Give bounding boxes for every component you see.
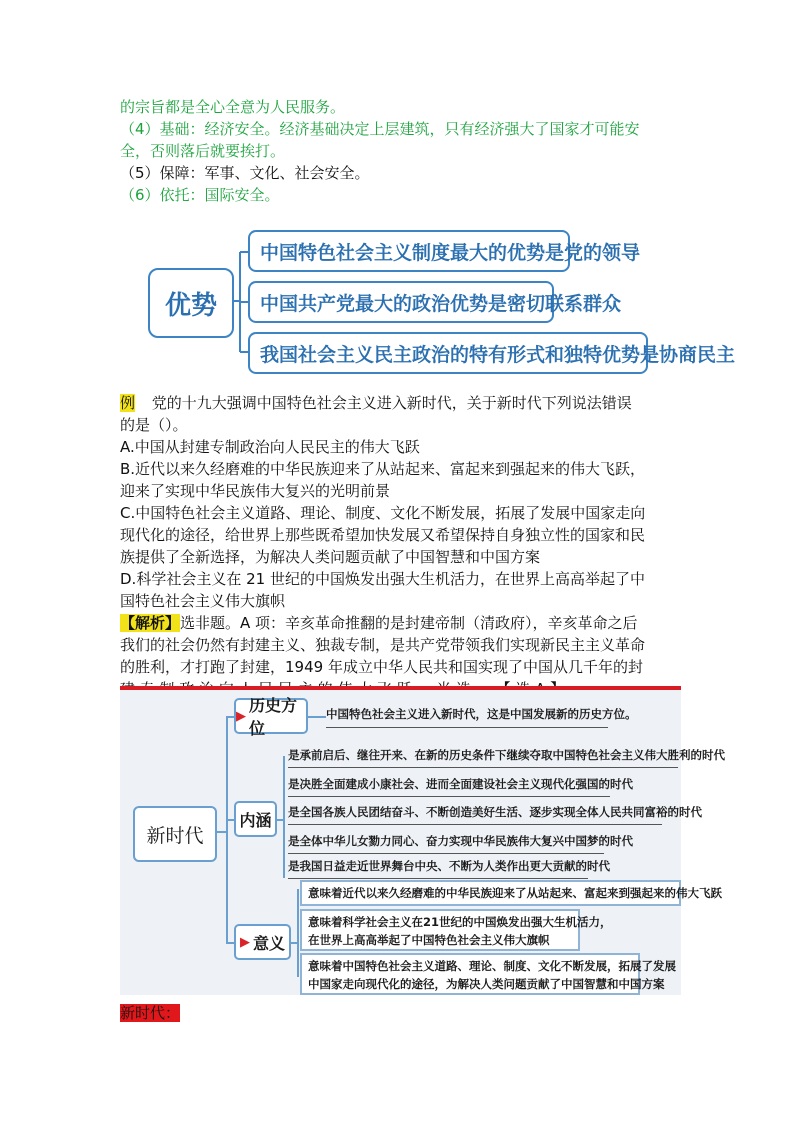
meaning-item: 意味着中国特色社会主义道路、理论、制度、文化不断发展，拓展了发展 中国家走向现代化的途径，为解决人类问题贡献了中国智慧和中国方案	[300, 953, 640, 995]
meaning-item: 意味着科学社会主义在21世纪的中国焕发出强大生机活力， 在世界上高高举起了中国特色社会主义伟大旗帜	[300, 909, 580, 951]
underline	[288, 796, 610, 797]
text-line: 全，否则落后就要挨打。	[120, 142, 286, 160]
content-item: 是全体中华儿女勠力同心、奋力实现中华民族伟大复兴中国梦的时代	[288, 834, 633, 848]
connector	[226, 819, 234, 821]
content-item: 是决胜全面建成小康社会、进而全面建设社会主义现代化强国的时代	[288, 777, 633, 791]
connector	[306, 716, 326, 718]
category-history: ▶ 历史方位	[234, 698, 308, 734]
option-b: B.近代以来久经磨难的中华民族迎来了从站起来、富起来到强起来的伟大飞跃，	[120, 460, 646, 478]
text-line: （6）依托：国际安全。	[120, 186, 280, 204]
option-d-cont: 国特色社会主义伟大旗帜	[120, 592, 286, 610]
underline	[288, 824, 662, 825]
advantage-item: 我国社会主义民主政治的特有形式和独特优势是协商民主	[248, 332, 648, 374]
advantage-item: 中国共产党最大的政治优势是密切联系群众	[248, 281, 554, 323]
advantage-root: 优势	[148, 268, 234, 338]
content-item: 是承前启后、继往开来、在新的历史条件下继续夺取中国特色社会主义伟大胜利的时代	[288, 748, 725, 762]
connector	[297, 889, 299, 977]
underline	[288, 767, 678, 768]
connector	[226, 716, 234, 718]
text-line: （5）保障：军事、文化、社会安全。	[120, 164, 370, 182]
connector	[283, 756, 285, 878]
history-text: 中国特色社会主义进入新时代，这是中国发展新的历史方位。	[326, 707, 637, 721]
meaning-item: 意味着近代以来久经磨难的中华民族迎来了从站起来、富起来到强起来的伟大飞跃	[300, 880, 681, 906]
example-question-line: 例 党的十九大强调中国特色社会主义进入新时代，关于新时代下列说法错误	[120, 394, 632, 412]
text-line: （4）基础：经济安全。经济基础决定上层建筑，只有经济强大了国家才可能安	[120, 120, 640, 138]
option-c-cont: 现代化的途径，给世界上那些既希望加快发展又希望保持自身独立性的国家和民	[120, 526, 646, 544]
analysis-line: 的胜利，才打跑了封建，1949 年成立中华人民共和国实现了中国从几千年的封	[120, 658, 643, 676]
option-b-cont: 迎来了实现中华民族伟大复兴的光明前景	[120, 482, 391, 500]
option-a: A.中国从封建专制政治向人民民主的伟大飞跃	[120, 438, 420, 456]
analysis-line: 【解析】选非题。A 项：辛亥革命推翻的是封建帝制（清政府），辛亥革命之后	[120, 614, 638, 632]
category-content: 内涵	[234, 801, 277, 837]
category-meaning: ▶ 意义	[234, 924, 291, 960]
analysis-tag: 【解析】	[120, 614, 181, 632]
connector	[226, 716, 228, 942]
option-c-cont: 族提供了全新选择，为解决人类问题贡献了中国智慧和中国方案	[120, 548, 541, 566]
connector	[226, 942, 234, 944]
underline	[288, 878, 588, 879]
text-line: 的是（）。	[120, 416, 188, 434]
section-label: 新时代：	[120, 1004, 181, 1022]
option-c: C.中国特色社会主义道路、理论、制度、文化不断发展，拓展了发展中国家走向	[120, 504, 646, 522]
content-item: 是我国日益走近世界舞台中央、不断为人类作出更大贡献的时代	[288, 859, 610, 873]
advantage-item: 中国特色社会主义制度最大的优势是党的领导	[248, 230, 570, 272]
analysis-line: 我们的社会仍然有封建主义、独裁专制，是共产党带领我们实现新民主主义革命	[120, 636, 646, 654]
underline	[288, 853, 604, 854]
option-d: D.科学社会主义在 21 世纪的中国焕发出强大生机活力，在世界上高高举起了中	[120, 570, 645, 588]
flag-icon: ▶	[236, 708, 246, 724]
underline	[326, 727, 608, 728]
flag-icon: ▶	[239, 934, 250, 950]
content-item: 是全国各族人民团结奋斗、不断创造美好生活、逐步实现全体人民共同富裕的时代	[288, 805, 702, 819]
example-tag: 例	[120, 394, 136, 412]
text-line: 的宗旨都是全心全意为人民服务。	[120, 98, 346, 116]
new-era-root: 新时代	[133, 806, 217, 862]
